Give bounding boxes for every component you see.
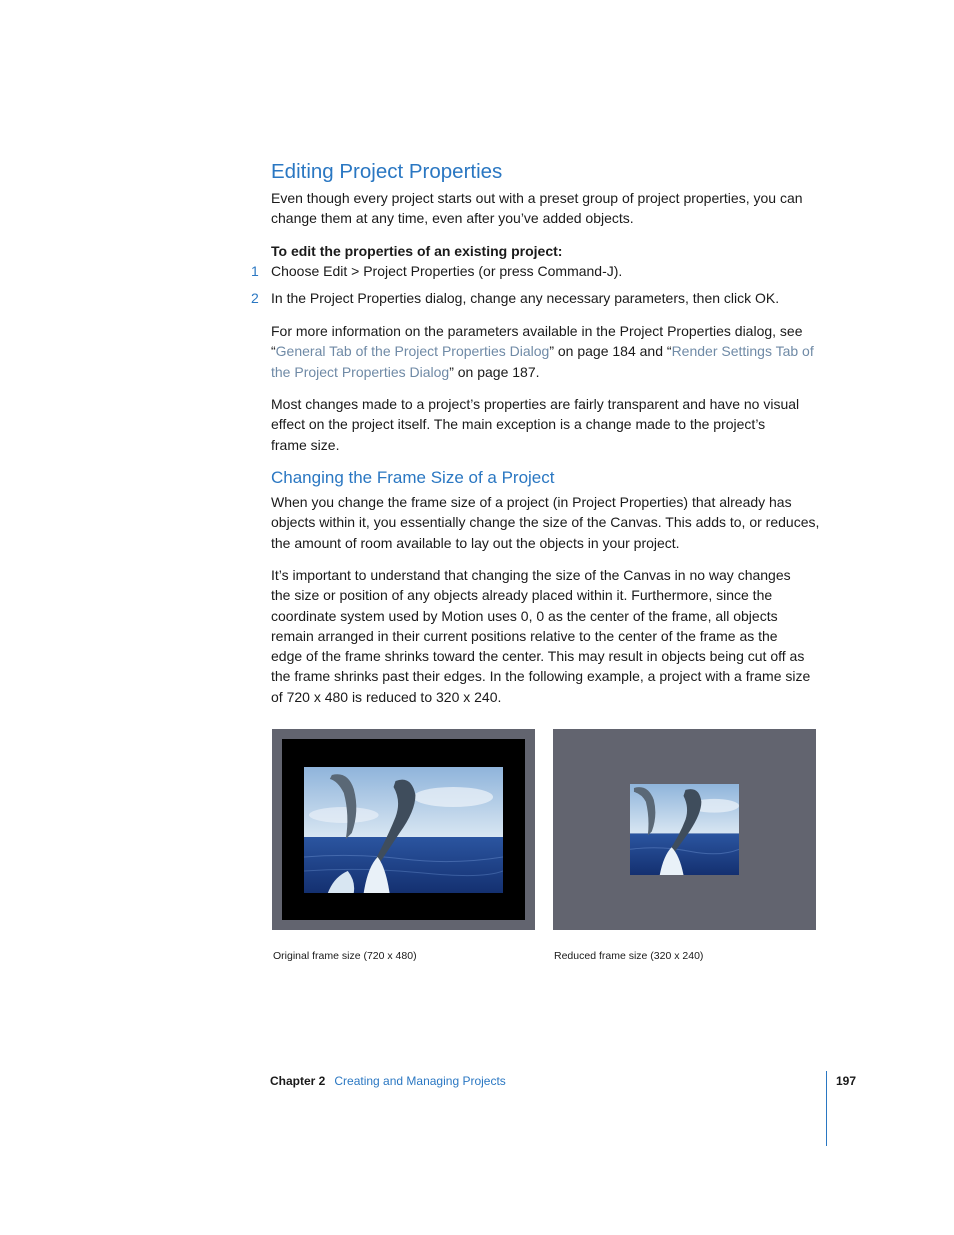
chapter-title: Creating and Managing Projects [334,1074,506,1088]
intro-paragraph [271,188,827,229]
text-line: effect on the project itself. The main exception is a change made to the project’s [271,416,766,433]
text-line [271,341,827,361]
step-text: In the Project Properties dialog, change any necessary parameters, then click OK. [271,290,780,306]
page-reference: ” on page 184 and “ [549,343,672,360]
changes-paragraph [271,394,827,455]
step-number: 2 [251,290,259,306]
text-line: coordinate system used by Motion uses 0, 0 as the center of the frame, all objects [271,607,778,624]
figure-caption-original: Original frame size (720 x 480) [273,950,417,962]
page-reference: ” on page 187. [449,363,540,380]
reduced-frame-figure [553,729,816,930]
text-line: change them at any time, even after you’ve added objects. [271,210,634,227]
text-line: frame size. [271,436,340,453]
more-info-paragraph [271,321,827,382]
text-line: For more information on the parameters available in the Project Properties dialog, see [271,323,803,339]
section-heading-editing-project-properties: Editing Project Properties [271,160,503,183]
text-line: the amount of room available to lay out the objects in your project. [271,534,680,551]
link-render-settings-tab[interactable]: Render Settings Tab of [671,343,814,360]
link-render-settings-tab[interactable]: the Project Properties Dialog [271,363,450,380]
text-line [271,362,827,382]
dolphin-photo-cropped [630,784,739,875]
text-line: Most changes made to a project’s properties are fairly transparent and have no visual [271,396,800,412]
figure-caption-reduced: Reduced frame size (320 x 240) [554,950,704,962]
frame-size-paragraph-1 [271,492,827,553]
page-number: 197 [836,1074,857,1088]
text-line: Even though every project starts out with a preset group of project properties, you can [271,190,803,206]
text-line: edge of the frame shrinks toward the center. This may result in objects being cut off as [271,648,805,665]
footer-divider [826,1071,827,1146]
text-line: the frame shrinks past their edges. In the following example, a project with a frame size [271,668,811,685]
text-line: remain arranged in their current positions relative to the center of the frame as the [271,627,778,644]
original-frame-figure [272,729,535,930]
link-general-tab[interactable]: General Tab of the Project Properties Dialog [275,343,550,360]
text-line: objects within it, you essentially change the size of the Canvas. This adds to, or reduces, [271,514,820,531]
quote-mark: “ [271,343,276,360]
footer-chapter [270,1073,506,1089]
text-line: the size or position of any objects already placed within it. Furthermore, since the [271,587,773,604]
step-text: Choose Edit > Project Properties (or press Command-J). [271,263,623,279]
text-line: of 720 x 480 is reduced to 320 x 240. [271,688,502,705]
dolphin-photo [304,767,503,893]
step-number: 1 [251,263,259,279]
text-line: When you change the frame size of a project (in Project Properties) that already has [271,494,792,510]
section-heading-changing-frame-size: Changing the Frame Size of a Project [271,468,555,487]
chapter-label: Chapter 2 [270,1074,326,1088]
frame-size-paragraph-2 [271,565,827,707]
text-line: It’s important to understand that changing the size of the Canvas in no way changes [271,567,791,583]
task-heading: To edit the properties of an existing project: [271,243,563,259]
